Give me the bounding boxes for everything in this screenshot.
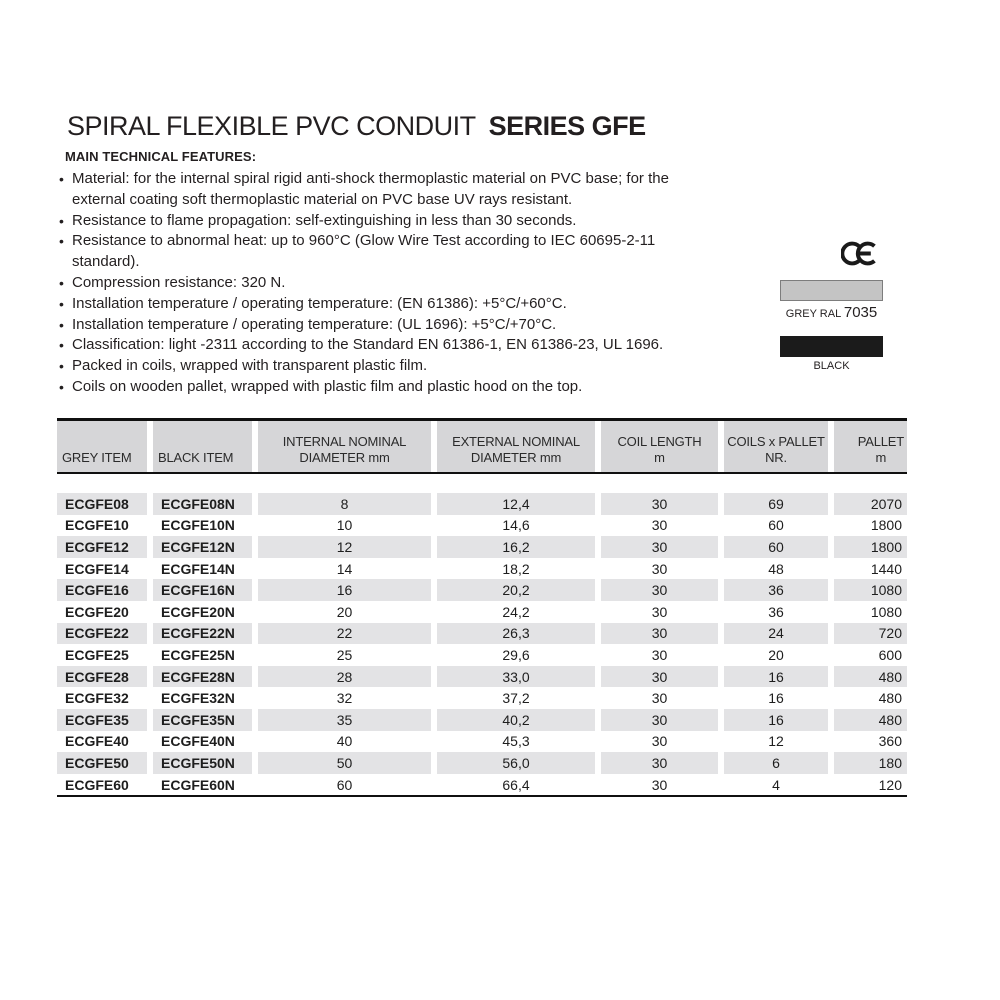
table-cell: 2070 [834,493,907,515]
grey-ral-code: 7035 [843,304,878,321]
table-cell: 600 [878,646,902,663]
table-row [57,493,907,515]
table-row [57,623,907,645]
feature-line: external coating soft thermoplastic material on PVC base UV rays resistant. [72,190,573,208]
table-cell: 60 [724,536,828,558]
table-cell: ECGFE22 [57,623,147,645]
table-cell: 30 [651,560,668,577]
title-main: SPIRAL FLEXIBLE PVC CONDUIT [67,111,476,141]
feature-item [58,231,669,273]
table-cell: 20 [768,646,784,663]
table-cell: ECGFE50N [153,752,252,774]
table-cell: 30 [601,752,718,774]
feature-line: • Resistance to flame propagation: self-extinguishing in less than 30 seconds. [72,211,577,229]
table-cell: 32 [336,690,353,707]
table-cell: 16 [258,579,431,601]
table-cell: 56,0 [437,752,595,774]
feature-item [58,377,669,398]
table-cell: 1440 [870,560,902,577]
table-cell: 12 [768,733,784,750]
table-cell: ECGFE50 [57,752,147,774]
table-row [57,579,907,601]
feature-line: • Compression resistance: 320 N. [72,273,286,291]
table-cell: 8 [258,493,431,515]
grey-color-swatch [780,280,883,301]
table-cell: 30 [651,733,668,750]
table-cell: ECGFE25 [65,646,129,663]
table-bottom-rule [57,795,907,797]
table-cell: 480 [878,690,902,707]
table-header-row [57,421,907,472]
column-header: COILS x PALLET NR. [724,421,828,472]
table-cell: 33,0 [437,666,595,688]
features-heading: MAIN TECHNICAL FEATURES: [65,149,257,164]
table-cell: 30 [651,690,668,707]
table-cell: 4 [772,776,780,793]
table-header-rule [57,472,907,475]
column-header: COIL LENGTH m [601,421,718,472]
table-cell: 14 [336,560,353,577]
table-cell: ECGFE40 [65,733,129,750]
table-cell: ECGFE10 [65,517,129,534]
feature-line: • Packed in coils, wrapped with transparent plastic film. [72,357,428,375]
feature-line: • Installation temperature / operating temperature: (EN 61386): +5°C/+60°C. [72,294,567,312]
feature-item [58,211,669,232]
table-cell: 25 [336,646,353,663]
grey-label-text: GREY RAL [785,308,841,320]
table-cell: 30 [601,536,718,558]
table-cell: ECGFE28 [57,666,147,688]
table-cell: ECGFE35N [153,709,252,731]
table-row [57,644,907,666]
page-title [67,111,646,141]
features-list [58,169,669,398]
table-cell: 480 [834,666,907,688]
table-cell: 20,2 [437,579,595,601]
table-cell: 66,4 [502,776,530,793]
table-row [57,515,907,537]
table-cell: ECGFE12N [153,536,252,558]
feature-line: • Installation temperature / operating temperature: (UL 1696): +5°C/+70°C. [72,315,557,333]
table-cell: 60 [336,776,353,793]
table-cell: 14,6 [502,517,530,534]
table-cell: ECGFE40N [161,733,235,750]
table-cell: 30 [651,603,668,620]
table-cell: 35 [258,709,431,731]
table-cell: ECGFE32N [161,690,235,707]
table-row [57,536,907,558]
column-header: PALLET m [834,421,907,472]
table-cell: 180 [834,752,907,774]
color-legend [780,240,883,372]
table-cell: 28 [258,666,431,688]
ce-mark-icon [780,240,883,267]
table-cell: 24,2 [502,603,530,620]
table-cell: 16 [724,709,828,731]
table-cell: 16 [724,666,828,688]
table-cell: 40,2 [437,709,595,731]
table-cell: 30 [651,646,668,663]
feature-line: • Coils on wooden pallet, wrapped with plastic film and plastic hood on the top. [72,377,583,395]
table-row [57,731,907,753]
feature-item [58,273,669,294]
table-cell: 30 [651,517,668,534]
column-header: BLACK ITEM [153,421,252,472]
table-cell: 48 [768,560,784,577]
table-cell: ECGFE22N [153,623,252,645]
table-cell: 30 [601,666,718,688]
table-cell: 10 [336,517,353,534]
table-cell: 24 [724,623,828,645]
table-cell: 6 [724,752,828,774]
table-cell: ECGFE20 [65,603,129,620]
table-cell: ECGFE14N [161,560,235,577]
table-row [57,666,907,688]
product-table [57,418,907,797]
table-cell: 50 [258,752,431,774]
table-cell: ECGFE32 [65,690,129,707]
table-cell: 69 [724,493,828,515]
table-cell: ECGFE10N [161,517,235,534]
feature-item [58,335,669,356]
table-row [57,601,907,623]
column-header: EXTERNAL NOMINAL DIAMETER mm [437,421,595,472]
table-cell: 18,2 [502,560,530,577]
table-row [57,558,907,580]
feature-item [58,356,669,377]
table-cell: 26,3 [437,623,595,645]
table-row [57,774,907,796]
table-cell: 12,4 [437,493,595,515]
table-cell: 1800 [834,536,907,558]
table-cell: ECGFE16 [57,579,147,601]
table-cell: ECGFE08N [153,493,252,515]
table-cell: 40 [336,733,353,750]
table-cell: ECGFE25N [161,646,235,663]
table-cell: 29,6 [502,646,530,663]
table-cell: ECGFE20N [161,603,235,620]
table-cell: ECGFE12 [57,536,147,558]
feature-item [58,294,669,315]
table-row [57,752,907,774]
table-cell: 16 [768,690,784,707]
table-cell: 36 [768,603,784,620]
table-cell: 720 [834,623,907,645]
table-cell: 120 [878,776,902,793]
table-cell: ECGFE16N [153,579,252,601]
black-swatch-label: BLACK [813,360,850,372]
table-cell: 45,3 [502,733,530,750]
table-cell: 30 [601,709,718,731]
feature-item [58,315,669,336]
table-cell: 37,2 [502,690,530,707]
column-header: GREY ITEM [57,421,147,472]
table-row [57,709,907,731]
feature-line: • Material: for the internal spiral rigid anti-shock thermoplastic material on PVC base; for the [72,170,669,187]
black-color-swatch [780,336,883,357]
table-cell: 60 [768,517,784,534]
table-cell: 36 [724,579,828,601]
table-row [57,687,907,709]
table-cell: 30 [601,579,718,601]
table-cell: ECGFE35 [57,709,147,731]
table-cell: 30 [651,776,668,793]
feature-line: • Classification: light -2311 according to the Standard EN 61386-1, EN 61386-23, UL 1696. [72,336,664,354]
feature-line: standard). [72,253,140,271]
feature-item [58,169,669,211]
table-cell: ECGFE14 [65,560,129,577]
table-cell: ECGFE60N [161,776,235,793]
table-cell: ECGFE08 [57,493,147,515]
table-cell: 480 [834,709,907,731]
feature-line: • Resistance to abnormal heat: up to 960°C (Glow Wire Test according to IEC 60695-2-11 [72,232,656,250]
table-cell: 22 [258,623,431,645]
table-body [57,493,907,795]
title-series: SERIES GFE [488,111,646,141]
table-cell: 1080 [834,579,907,601]
grey-swatch-label [780,304,883,321]
table-cell: 1080 [870,603,902,620]
table-cell: ECGFE60 [65,776,129,793]
table-cell: 30 [601,623,718,645]
column-header: INTERNAL NOMINAL DIAMETER mm [258,421,431,472]
table-cell: 1800 [870,517,902,534]
table-cell: 30 [601,493,718,515]
table-cell: 16,2 [437,536,595,558]
table-cell: ECGFE28N [153,666,252,688]
table-cell: 12 [258,536,431,558]
table-cell: 20 [336,603,353,620]
table-cell: 360 [878,733,902,750]
